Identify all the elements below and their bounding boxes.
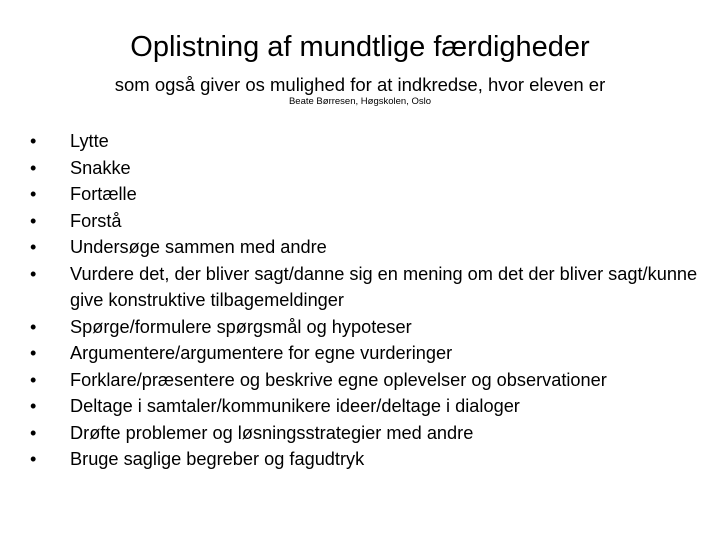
bullet-dot-icon: • <box>30 131 37 151</box>
bullet-text: Bruge saglige begreber og fagudtryk <box>70 449 365 469</box>
bullet-dot-icon: • <box>30 449 37 469</box>
bullet-item <box>30 393 710 420</box>
bullet-text: Argumentere/argumentere for egne vurderinger <box>70 343 453 363</box>
bullet-item <box>30 261 710 314</box>
bullet-item <box>30 367 710 394</box>
slide-subtitle: som også giver os mulighed for at indkredse, hvor eleven er <box>114 74 606 95</box>
bullet-item <box>30 181 710 208</box>
bullet-text: Deltage i samtaler/kommunikere ideer/deltage i dialoger <box>70 396 520 416</box>
bullet-text: Lytte <box>70 131 109 151</box>
bullet-dot-icon: • <box>30 422 37 443</box>
bullet-dot-icon: • <box>30 396 37 416</box>
bullet-text: Undersøge sammen med andre <box>70 237 327 257</box>
bullet-item <box>30 446 710 473</box>
bullet-dot-icon: • <box>30 316 37 337</box>
bullet-item <box>30 208 710 235</box>
bullet-list <box>30 128 710 473</box>
bullet-text: Drøfte problemer og løsningsstrategier med andre <box>70 422 474 443</box>
bullet-text: Snakke <box>70 157 131 178</box>
bullet-item <box>30 128 710 155</box>
bullet-dot-icon: • <box>30 263 37 284</box>
bullet-item <box>30 234 710 261</box>
bullet-dot-icon: • <box>30 210 37 231</box>
bullet-item <box>30 155 710 182</box>
bullet-dot-icon: • <box>30 237 37 257</box>
bullet-dot-icon: • <box>30 369 37 390</box>
bullet-dot-icon: • <box>30 184 37 204</box>
bullet-text: Spørge/formulere spørgsmål og hypoteser <box>70 316 412 337</box>
bullet-item <box>30 314 710 341</box>
bullet-text: Fortælle <box>70 184 137 204</box>
bullet-dot-icon: • <box>30 157 37 178</box>
bullet-item <box>30 340 710 367</box>
slide-title: Oplistning af mundtlige færdigheder <box>130 31 590 63</box>
bullet-dot-icon: • <box>30 343 37 363</box>
bullet-item <box>30 420 710 447</box>
bullet-text: Forstå <box>70 210 122 231</box>
bullet-text: Forklare/præsentere og beskrive egne oplevelser og observationer <box>70 369 607 390</box>
slide-byline: Beate Børresen, Høgskolen, Oslo <box>288 96 432 107</box>
bullet-text: Vurdere det, der bliver sagt/danne sig en mening om det der bliver sagt/kunne give konstruktive tilbagemeldinger <box>70 263 698 310</box>
